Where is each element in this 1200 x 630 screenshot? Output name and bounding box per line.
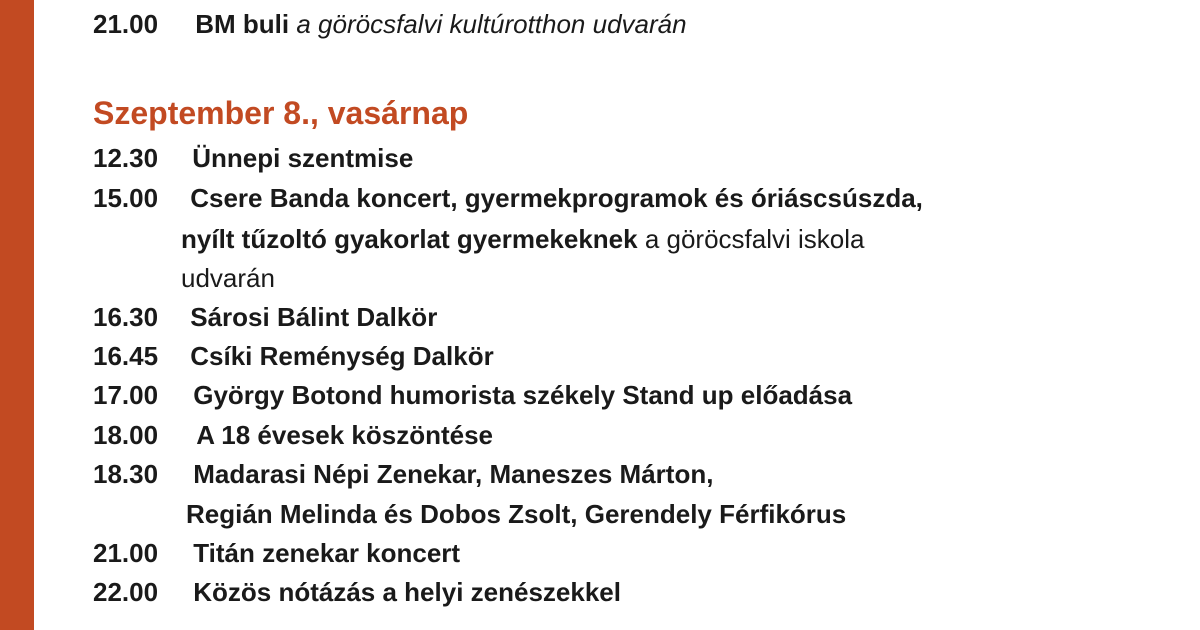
event-title: Csíki Reménység Dalkör bbox=[190, 341, 494, 371]
event-time: 17.00 bbox=[93, 380, 159, 410]
event-row bbox=[93, 380, 852, 410]
event-title: Közös nótázás a helyi zenészekkel bbox=[193, 577, 621, 607]
event-time: 21.00 bbox=[93, 9, 159, 39]
event-time: 18.00 bbox=[93, 420, 159, 450]
event-title-cont: Regián Melinda és Dobos Zsolt, Gerendely Férfikórus bbox=[186, 499, 847, 529]
event-row bbox=[93, 538, 460, 568]
event-title: A 18 évesek köszöntése bbox=[196, 420, 493, 450]
event-continuation bbox=[186, 499, 846, 529]
event-row bbox=[93, 302, 437, 332]
event-row bbox=[93, 459, 713, 489]
prev-event-row bbox=[93, 9, 687, 39]
event-time: 22.00 bbox=[93, 577, 159, 607]
event-time: 18.30 bbox=[93, 459, 159, 489]
event-continuation bbox=[181, 263, 275, 293]
event-time: 12.30 bbox=[93, 143, 159, 173]
event-title: BM buli bbox=[195, 9, 290, 39]
event-location: a göröcsfalvi iskola bbox=[644, 224, 865, 254]
event-title-cont: nyílt tűzoltó gyakorlat gyermekeknek bbox=[181, 224, 638, 254]
cut-off-line bbox=[93, 0, 100, 8]
side-accent-bar bbox=[0, 0, 34, 630]
event-time: 16.30 bbox=[93, 302, 159, 332]
event-title: Madarasi Népi Zenekar, Maneszes Márton, bbox=[193, 459, 714, 489]
event-row bbox=[93, 143, 413, 173]
event-title: Sárosi Bálint Dalkör bbox=[190, 302, 438, 332]
event-title: Titán zenekar koncert bbox=[193, 538, 461, 568]
event-title: Ünnepi szentmise bbox=[192, 143, 414, 173]
event-row bbox=[93, 341, 494, 371]
event-title: György Botond humorista székely Stand up előadása bbox=[193, 380, 853, 410]
event-time: 15.00 bbox=[93, 183, 159, 213]
event-row bbox=[93, 420, 493, 450]
event-continuation bbox=[181, 224, 864, 254]
event-title: Csere Banda koncert, gyermekprogramok és óriáscsúszda, bbox=[190, 183, 923, 213]
event-row bbox=[93, 577, 621, 607]
day-heading: Szeptember 8., vasárnap bbox=[93, 95, 469, 131]
event-time: 21.00 bbox=[93, 538, 159, 568]
event-time: 16.45 bbox=[93, 341, 159, 371]
event-location: a göröcsfalvi kultúrotthon udvarán bbox=[296, 9, 687, 39]
event-row bbox=[93, 183, 923, 213]
event-location-cont: udvarán bbox=[181, 263, 275, 293]
